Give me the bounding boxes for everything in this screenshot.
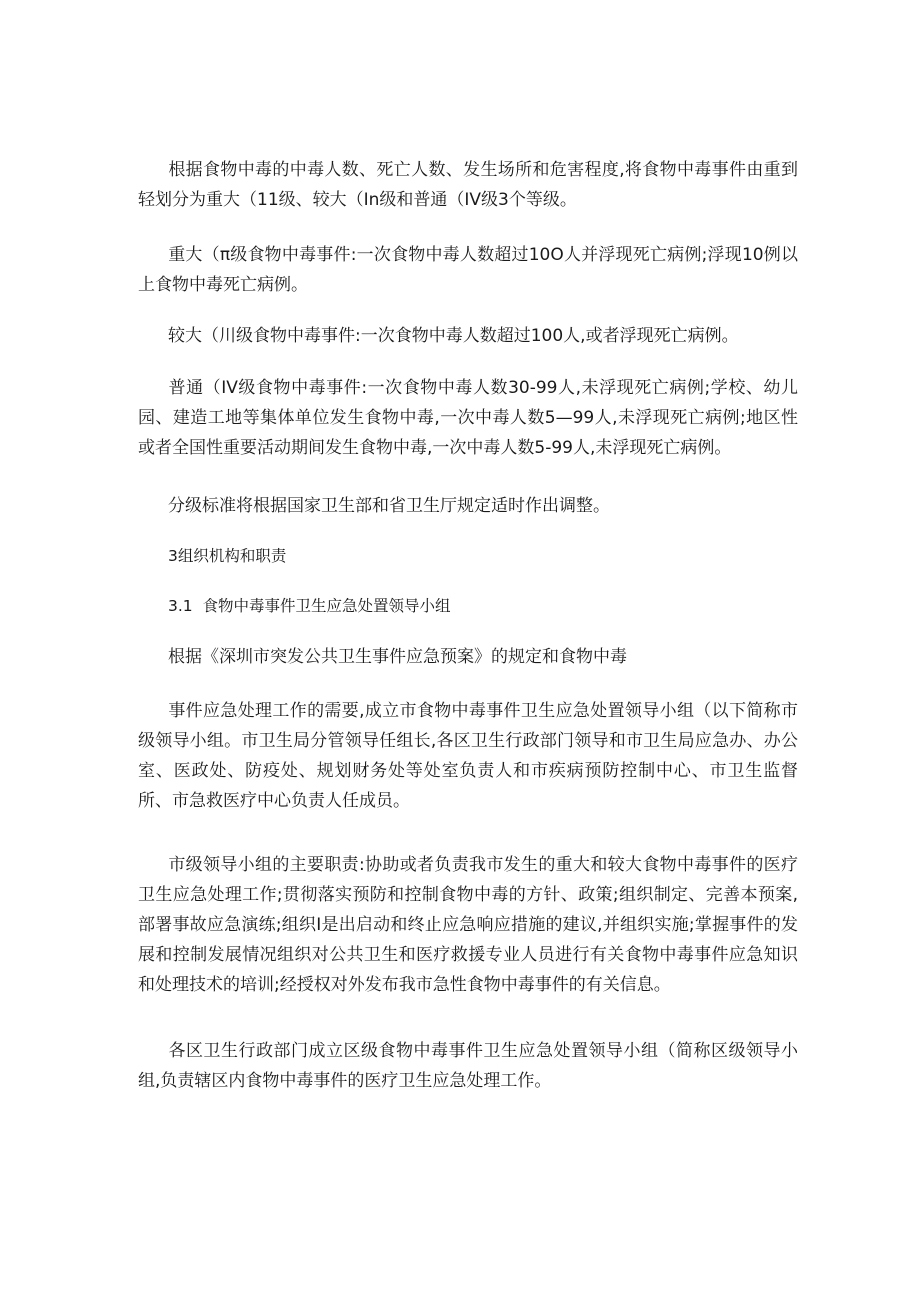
- heading-text: 3.1 食物中毒事件卫生应急处置领导小组: [168, 597, 451, 615]
- section-heading-organization: [138, 541, 798, 571]
- heading-text: 3组织机构和职责: [168, 547, 287, 565]
- paragraph-district-group: [138, 1036, 798, 1096]
- paragraph-large-level: [138, 321, 798, 351]
- paragraph-text: 事件应急处理工作的需要,成立市食物中毒事件卫生应急处置领导小组（以下简称市级领导小组。市卫生局分管领导任组长,各区卫生行政部门领导和市卫生局应急办、办公室、医政处、防疫处、规划财务处等处室负责人和市疾病预防控制中心、市卫生监督所、市急救医疗中心负责人任成员。: [138, 701, 798, 811]
- paragraph-text: 各区卫生行政部门成立区级食物中毒事件卫生应急处置领导小组（简称区级领导小组,负责辖区内食物中毒事件的医疗卫生应急处理工作。: [138, 1041, 798, 1091]
- paragraph-municipal-group-duties: [138, 850, 798, 1000]
- paragraph-text: 根据食物中毒的中毒人数、死亡人数、发生场所和危害程度,将食物中毒事件由重到轻划分为重大（11级、较大（In级和普通（IV级3个等级。: [138, 160, 798, 210]
- paragraph-text: 重大（π级食物中毒事件:一次食物中毒人数超过10O人并浮现死亡病例;浮现10例以上食物中毒死亡病例。: [138, 245, 798, 295]
- paragraph-grading-intro: [138, 155, 798, 215]
- paragraph-municipal-group-setup: [138, 696, 798, 816]
- paragraph-general-level: [138, 373, 798, 463]
- paragraph-text: 根据《深圳市突发公共卫生事件应急预案》的规定和食物中毒: [168, 647, 627, 667]
- paragraph-text: 分级标准将根据国家卫生部和省卫生厅规定适时作出调整。: [168, 496, 610, 516]
- paragraph-plan-basis: [138, 642, 798, 672]
- paragraph-text: 市级领导小组的主要职责:协助或者负责我市发生的重大和较大食物中毒事件的医疗卫生应急处理工作;贯彻落实预防和控制食物中毒的方针、政策;组织制定、完善本预案,部署事故应急演练;组织I是出启动和终止应急响应措施的建议,并组织实施;掌握事件的发展和控制发展情况组织对公共卫生和医疗救援专业人员进行有关食物中毒事件应急知识和处理技术的培训;经授权对外发布我市急性食物中毒事件的有关信息。: [138, 855, 798, 995]
- paragraph-adjustment: [138, 491, 798, 521]
- subsection-heading-leading-group: [138, 591, 798, 621]
- paragraph-text: 普通（IV级食物中毒事件:一次食物中毒人数30-99人,未浮现死亡病例;学校、幼儿园、建造工地等集体单位发生食物中毒,一次中毒人数5—99人,未浮现死亡病例;地区性或者全国性重要活动期间发生食物中毒,一次中毒人数5-99人,未浮现死亡病例。: [138, 378, 798, 458]
- paragraph-text: 较大（川级食物中毒事件:一次食物中毒人数超过100人,或者浮现死亡病例。: [168, 326, 739, 346]
- paragraph-major-level: [138, 240, 798, 300]
